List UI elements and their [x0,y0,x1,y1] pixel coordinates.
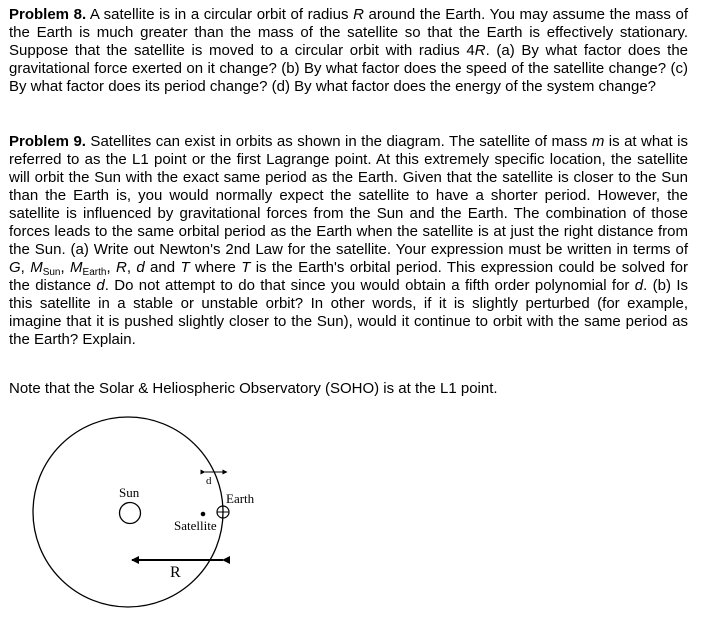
var: G [9,259,21,276]
earth-label: Earth [226,491,255,506]
satellite-label: Satellite [174,518,217,533]
subscript: Earth [82,267,107,278]
text: is the Earth's orbital period. This expression could be solved for the distance [9,259,688,294]
var: m [591,133,605,150]
var: M [30,259,43,276]
text: . Do not attempt to do that since you would obtain a fifth order polynomial for [104,277,635,294]
var: T [180,259,190,276]
var: M [70,259,83,276]
var: d [96,277,105,294]
text: and [144,259,181,276]
var: d [136,259,145,276]
var: R [115,259,127,276]
problem-9-heading: Problem 9. [9,133,86,150]
text: . (b) Is this satellite in a stable or unstable orbit? In other words, if it is slightly perturbed (for example, imagine that it is pushed slightly closer to the Sun), would it continue to orbit with the same period as the Earth? Explain. [9,277,688,348]
text: , [126,259,137,276]
earth-orbit [33,417,223,607]
satellite-icon [201,512,206,517]
subscript: Sun [42,267,61,278]
text: around the Earth. You may assume the mass of the Earth is much greater than the mass of the satellite so that the Earth is effectively stationary. Suppose that the satellite is moved to a circular orbit with radius 4 [9,6,688,59]
problem-8-heading: Problem 8. [9,6,87,23]
var: R [353,6,364,23]
earth-icon [217,506,229,518]
text: where [189,259,242,276]
text: A satellite is in a circular orbit of radius [86,6,354,23]
sun-label: Sun [119,485,140,500]
var: d [634,277,644,294]
d-label: d [206,475,212,487]
text: is at what is referred to as the L1 point or the first Lagrange point. At this extremely specific location, the satellite will orbit the Sun with the exact same period as the Earth. Given that the satellite is closer to the Sun than the Earth is, you would normally expect the satellite to have a shorter period. However, the satellite is influenced by gravitational forces from the Sun and the Earth. The combination of those forces leads to the same orbital period as the Earth when the satellite is at just the right distance from the Sun. (a) Write out Newton's 2nd Law for the satellite. Your expression must be written in terms of [9,133,688,258]
var: T [241,259,251,276]
sun-icon [120,503,141,524]
r-label: R [170,564,181,581]
text: , [60,259,71,276]
var: R [474,42,486,59]
text: Satellites can exist in orbits as shown in the diagram. The satellite of mass [85,133,592,150]
text: , [106,259,116,276]
text: . (a) By what factor does the gravitational force exerted on it change? (b) By what factor does the speed of the satellite change? (c) By what factor does its period change? (d) By what factor does the energy of the system change? [9,42,688,95]
note: Note that the Solar & Heliospheric Observatory (SOHO) is at the L1 point. [9,380,498,397]
text: , [20,259,31,276]
